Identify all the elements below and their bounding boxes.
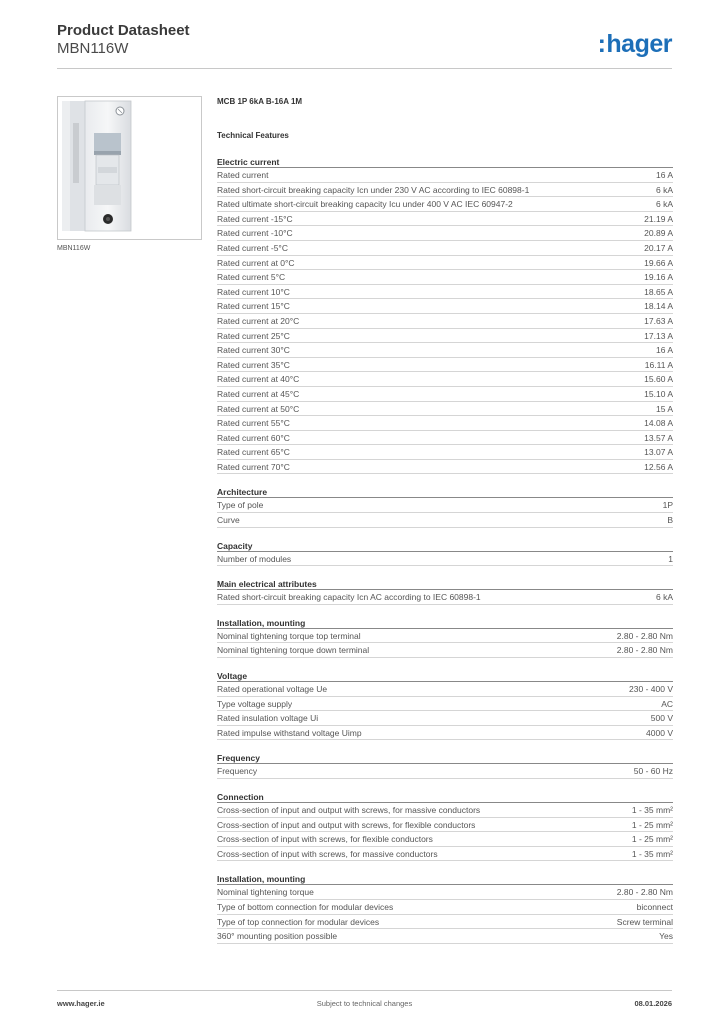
table-row	[217, 513, 673, 528]
footer-divider	[57, 990, 672, 991]
row-label: Rated current -10°C	[217, 228, 293, 239]
table-row	[217, 431, 673, 446]
row-label: Rated ultimate short-circuit breaking capacity Icu under 400 V AC IEC 60947-2	[217, 199, 513, 210]
row-value: 1 - 35 mm²	[631, 848, 673, 859]
feature-section	[217, 873, 673, 943]
table-row	[217, 900, 673, 915]
row-label: Rated current 30°C	[217, 345, 290, 356]
row-label: Nominal tightening torque top terminal	[217, 630, 361, 641]
row-value: 17.13 A	[644, 330, 673, 341]
table-row	[217, 697, 673, 712]
feature-section	[217, 486, 673, 527]
table-row	[217, 498, 673, 513]
row-value: 230 - 400 V	[629, 684, 673, 695]
document-header	[57, 22, 190, 58]
row-label: Number of modules	[217, 553, 292, 564]
table-row	[217, 711, 673, 726]
row-value: 15.60 A	[644, 374, 673, 385]
row-value: Screw terminal	[616, 916, 673, 927]
section-title: Installation, mounting	[217, 617, 673, 629]
row-value: biconnect	[636, 901, 673, 912]
product-reference: MBN116W	[57, 40, 129, 57]
row-value: 1 - 25 mm²	[631, 834, 673, 845]
row-value: 2.80 - 2.80 Nm	[616, 887, 673, 898]
row-value: 18.65 A	[644, 286, 673, 297]
feature-section	[217, 156, 673, 474]
row-value: 1 - 35 mm²	[631, 805, 673, 815]
section-title: Architecture	[217, 486, 673, 498]
document-footer	[57, 999, 672, 1009]
table-row	[217, 212, 673, 227]
row-label: Rated operational voltage Ue	[217, 684, 328, 695]
row-value: AC	[661, 698, 673, 709]
feature-sections	[217, 156, 673, 944]
table-row	[217, 256, 673, 271]
footer-date: 08.01.2026	[634, 999, 672, 1008]
row-label: Cross-section of input and output with screws, for massive conductors	[217, 805, 481, 815]
row-value: 2.80 - 2.80 Nm	[616, 645, 673, 656]
product-description: MCB 1P 6kA B-16A 1M	[217, 97, 303, 106]
table-row	[217, 590, 673, 605]
section-title: Installation, mounting	[217, 873, 673, 885]
row-label: Rated current at 50°C	[217, 403, 300, 414]
technical-features-title: Technical Features	[217, 131, 289, 140]
logo-text: hager	[606, 30, 672, 58]
table-row	[217, 226, 673, 241]
row-value: 1	[668, 553, 673, 564]
table-row	[217, 832, 673, 847]
row-label: Cross-section of input with screws, for flexible conductors	[217, 834, 433, 845]
row-label: Curve	[217, 515, 240, 526]
datasheet-content	[217, 96, 673, 944]
row-value: 21.19 A	[644, 213, 673, 224]
table-row	[217, 929, 673, 944]
row-value: 13.07 A	[644, 447, 673, 458]
row-value: 19.16 A	[644, 272, 673, 283]
row-label: Rated insulation voltage Ui	[217, 713, 319, 724]
row-value: 4000 V	[646, 727, 673, 738]
section-title: Connection	[217, 791, 673, 803]
section-title: Electric current	[217, 156, 673, 168]
footer-website[interactable]: www.hager.ie	[57, 999, 105, 1008]
product-image	[57, 96, 202, 240]
feature-section	[217, 670, 673, 740]
row-label: Cross-section of input and output with screws, for flexible conductors	[217, 819, 476, 830]
row-label: Rated current 55°C	[217, 418, 290, 429]
row-value: 20.17 A	[644, 242, 673, 253]
table-row	[217, 915, 673, 930]
feature-section	[217, 578, 673, 605]
feature-section	[217, 540, 673, 567]
row-label: Rated current 70°C	[217, 461, 290, 472]
row-label: Type of top connection for modular devices	[217, 916, 380, 927]
row-label: Rated short-circuit breaking capacity Icn under 230 V AC according to IEC 60898-1	[217, 184, 530, 195]
feature-section	[217, 617, 673, 658]
row-label: Rated short-circuit breaking capacity Icn AC according to IEC 60898-1	[217, 592, 481, 603]
row-value: 18.14 A	[644, 301, 673, 312]
section-title: Frequency	[217, 752, 673, 764]
row-label: Rated current 5°C	[217, 272, 286, 283]
row-label: Rated current 60°C	[217, 432, 290, 443]
row-value: 17.63 A	[644, 315, 673, 326]
table-row	[217, 358, 673, 373]
row-value: 19.66 A	[644, 257, 673, 268]
row-value: 16 A	[655, 170, 673, 180]
row-value: 13.57 A	[644, 432, 673, 443]
table-row	[217, 445, 673, 460]
row-value: 12.56 A	[644, 461, 673, 472]
table-row	[217, 460, 673, 475]
table-row	[217, 387, 673, 402]
row-label: Rated current at 0°C	[217, 257, 295, 268]
row-value: 15.10 A	[644, 388, 673, 399]
table-row	[217, 803, 673, 818]
table-row	[217, 314, 673, 329]
row-label: Nominal tightening torque	[217, 887, 314, 898]
section-title: Capacity	[217, 540, 673, 552]
row-label: Rated current at 20°C	[217, 315, 300, 326]
row-label: Rated current 65°C	[217, 447, 290, 458]
logo-mark-icon: :	[597, 30, 606, 58]
row-value: 1 - 25 mm²	[631, 819, 673, 830]
table-row	[217, 343, 673, 358]
section-title: Main electrical attributes	[217, 578, 673, 590]
row-value: 20.89 A	[644, 228, 673, 239]
table-row	[217, 643, 673, 658]
row-label: Rated current -15°C	[217, 213, 293, 224]
row-value: 1P	[662, 500, 673, 511]
row-value: 14.08 A	[644, 418, 673, 429]
section-title: Voltage	[217, 670, 673, 682]
row-label: 360° mounting position possible	[217, 931, 338, 942]
row-label: Rated impulse withstand voltage Uimp	[217, 727, 362, 738]
image-caption: MBN116W	[57, 245, 91, 252]
row-value: B	[667, 515, 673, 526]
header-divider	[57, 68, 672, 69]
table-row	[217, 847, 673, 862]
table-row	[217, 818, 673, 833]
row-label: Rated current 10°C	[217, 286, 290, 297]
table-row	[217, 241, 673, 256]
row-label: Rated current at 45°C	[217, 388, 300, 399]
row-label: Type of bottom connection for modular devices	[217, 901, 394, 912]
table-row	[217, 764, 673, 779]
feature-section	[217, 791, 673, 861]
row-value: 6 kA	[655, 592, 673, 603]
row-value: 16.11 A	[644, 359, 673, 370]
feature-section	[217, 752, 673, 779]
row-label: Type voltage supply	[217, 698, 293, 709]
table-row	[217, 329, 673, 344]
circuit-breaker-icon	[58, 97, 201, 239]
row-value: 6 kA	[655, 184, 673, 195]
table-row	[217, 168, 673, 183]
row-value: 50 - 60 Hz	[633, 766, 673, 777]
row-value: 2.80 - 2.80 Nm	[616, 630, 673, 641]
page-title: Product Datasheet	[57, 22, 190, 39]
row-label: Frequency	[217, 766, 258, 777]
row-value: 16 A	[655, 345, 673, 356]
row-value: 500 V	[650, 713, 673, 724]
table-row	[217, 416, 673, 431]
footer-notice: Subject to technical changes	[316, 999, 413, 1008]
row-label: Type of pole	[217, 500, 264, 511]
table-row	[217, 402, 673, 417]
row-label: Nominal tightening torque down terminal	[217, 645, 370, 656]
row-value: 15 A	[655, 403, 673, 414]
row-label: Rated current -5°C	[217, 242, 288, 253]
row-value: 6 kA	[655, 199, 673, 210]
row-label: Rated current 15°C	[217, 301, 290, 312]
table-row	[217, 682, 673, 697]
row-label: Cross-section of input with screws, for massive conductors	[217, 848, 438, 859]
table-row	[217, 285, 673, 300]
table-row	[217, 197, 673, 212]
row-label: Rated current at 40°C	[217, 374, 300, 385]
table-row	[217, 885, 673, 900]
row-label: Rated current 35°C	[217, 359, 290, 370]
hager-logo	[598, 30, 672, 59]
row-label: Rated current 25°C	[217, 330, 290, 341]
table-row	[217, 552, 673, 567]
row-label: Rated current	[217, 170, 269, 180]
table-row	[217, 726, 673, 741]
table-row	[217, 183, 673, 198]
row-value: Yes	[659, 931, 673, 942]
table-row	[217, 629, 673, 644]
table-row	[217, 372, 673, 387]
table-row	[217, 299, 673, 314]
table-row	[217, 270, 673, 285]
